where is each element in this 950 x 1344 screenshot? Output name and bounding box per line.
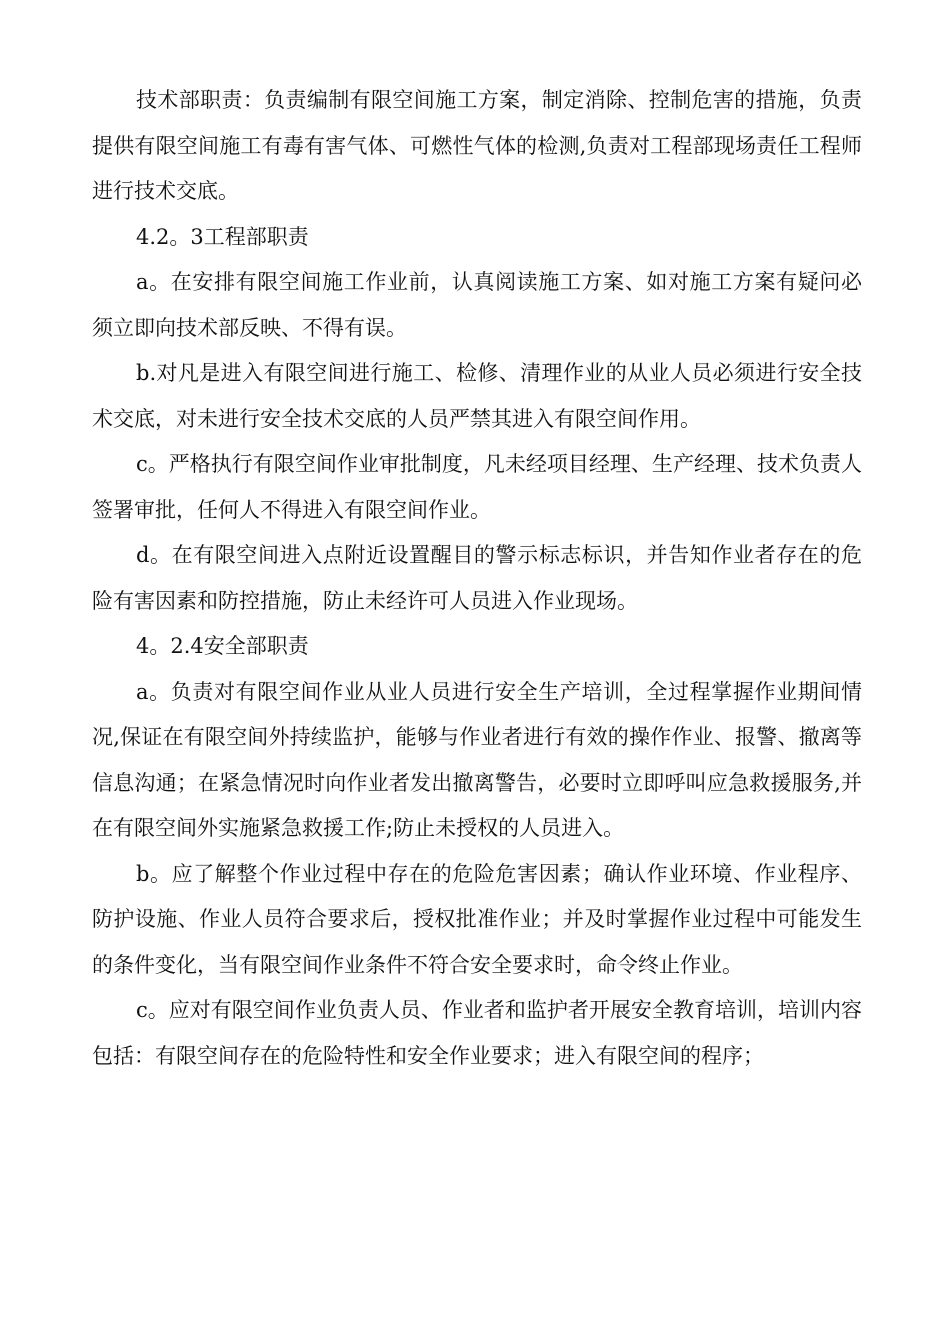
section-heading-4-2-4: 4。2.4安全部职责 (136, 634, 309, 658)
section-heading-4-2-3: 4.2。3工程部职责 (136, 224, 309, 249)
document-body (92, 78, 862, 1079)
paragraph-engineering-b: b.对凡是进入有限空间进行施工、检修、清理作业的从业人员必须进行安全技术交底，对未进行安全技术交底的人员严禁其进入有限空间作用。 (92, 361, 862, 431)
paragraph-engineering-a: a。在安排有限空间施工作业前，认真阅读施工方案、如对施工方案有疑问必须立即向技术部反映、不得有误。 (92, 270, 862, 340)
paragraph-tech-dept-duties: 技术部职责：负责编制有限空间施工方案，制定消除、控制危害的措施，负责提供有限空间施工有毒有害气体、可燃性气体的检测,负责对工程部现场责任工程师进行技术交底。 (92, 88, 862, 203)
paragraph-engineering-c: c。严格执行有限空间作业审批制度，凡未经项目经理、生产经理、技术负责人签署审批，任何人不得进入有限空间作业。 (92, 452, 862, 522)
paragraph-safety-a: a。负责对有限空间作业从业人员进行安全生产培训，全过程掌握作业期间情况,保证在有限空间外持续监护，能够与作业者进行有效的操作作业、报警、撤离等信息沟通；在紧急情况时向作业者发出撤离警告，必要时立即呼叫应急救援服务,并在有限空间外实施紧急救援工作;防止未授权的人员进入。 (92, 679, 862, 840)
paragraph-safety-b: b。应了解整个作业过程中存在的危险危害因素；确认作业环境、作业程序、防护设施、作业人员符合要求后，授权批准作业；并及时掌握作业过程中可能发生的条件变化，当有限空间作业条件不符合安全要求时，命令终止作业。 (92, 861, 862, 977)
paragraph-safety-c: c。应对有限空间作业负责人员、作业者和监护者开展安全教育培训，培训内容包括：有限空间存在的危险特性和安全作业要求；进入有限空间的程序； (92, 998, 862, 1068)
paragraph-engineering-d: d。在有限空间进入点附近设置醒目的警示标志标识，并告知作业者存在的危险有害因素和防控措施，防止未经许可人员进入作业现场。 (92, 543, 862, 613)
